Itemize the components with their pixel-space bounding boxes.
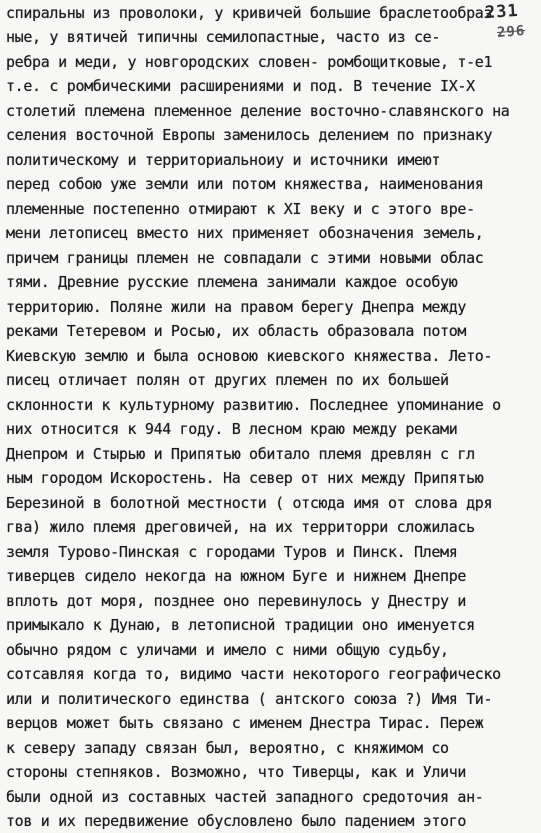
text-line: политическому и территориальноиу и источники имеют bbox=[6, 151, 441, 169]
text-line: стороны степняков. Возможно, что Тиверцы, как и Уличи bbox=[6, 763, 467, 781]
text-line: причем границы племен не совпадали с этими новыми облас bbox=[6, 249, 484, 267]
text-line: к северу западу связан был, вероятно, с княжимом со bbox=[6, 739, 449, 757]
text-line: были одной из составных частей западного средоточия ан- bbox=[6, 788, 484, 806]
text-line: т.е. с ромбическими расширениями и под. В течение IX-X bbox=[6, 77, 475, 95]
text-line: спиральны из проволоки, у кривичей большие браслетообраз bbox=[6, 4, 493, 22]
text-line: племенные постепенно отмирают к XI веку и с этого вре- bbox=[6, 200, 475, 218]
text-line: земля Турово-Пинская с городами Туров и Пинск. Племя bbox=[6, 543, 458, 561]
page-number: 231 bbox=[484, 0, 520, 24]
text-line: вплоть дот моря, позднее оно перевинулось у Днестру и bbox=[6, 592, 467, 610]
old-page-number: 296 bbox=[496, 23, 526, 41]
text-line: перед собою уже земли или потом княжества, наименования bbox=[6, 175, 484, 193]
text-line: ребра и меди, у новгородских словен- ромбощитковые, т-е1 bbox=[6, 53, 493, 71]
text-line: тями. Древние русские племена занимали каждое особую bbox=[6, 273, 458, 291]
text-line: обычно рядом с уличами и имело с ними общую судьбу, bbox=[6, 641, 449, 659]
text-line: склонности к культурному развитию. Последнее упоминание о bbox=[6, 396, 501, 414]
text-line: селения восточной Европы заменилось делением по признаку bbox=[6, 126, 493, 144]
text-line: реками Тетеревом и Росью, их область образовала потом bbox=[6, 322, 467, 340]
text-line: тиверцев сидело некогда на южном Буге и нижнем Днепре bbox=[6, 567, 467, 585]
text-line: Киевскую землю и была основою киевского княжества. Лето- bbox=[6, 347, 493, 365]
text-line: столетий племена племенное деление восточно-славянского на bbox=[6, 102, 510, 120]
text-line: территорию. Поляне жили на правом берегу Днепра между bbox=[6, 298, 467, 316]
text-line: ным городом Искоростень. На север от них между Припятью bbox=[6, 469, 484, 487]
text-line: гва) жило племя дреговичей, на их территорри сложилась bbox=[6, 518, 475, 536]
text-line: писец отличает полян от других племен по их большей bbox=[6, 371, 449, 389]
text-line: Березиной в болотной местности ( отсюда имя от слова дря bbox=[6, 494, 493, 512]
text-line: них относится к 944 году. В лесном краю между реками bbox=[6, 420, 458, 438]
text-line: сотсавляя когда то, видимо части некоторого географическо bbox=[6, 665, 501, 683]
text-line: ные, у вятичей типичны семилопастные, часто из се- bbox=[6, 28, 441, 46]
text-line: мени летописец вместо них применяет обозначения земель, bbox=[6, 224, 484, 242]
text-line: верцов может быть связано с именем Днестра Тирас. Переж bbox=[6, 714, 484, 732]
text-line: примыкало к Дунаю, в летописной традиции оно именуется bbox=[6, 616, 475, 634]
text-line: или и политического единства ( антского союза ?) Имя Ти- bbox=[6, 690, 493, 708]
text-line: тов и их передвижение обусловлено было падением этого bbox=[6, 812, 467, 830]
text-line: Днепром и Стырью и Припятью обитало племя древлян с гл bbox=[6, 445, 475, 463]
